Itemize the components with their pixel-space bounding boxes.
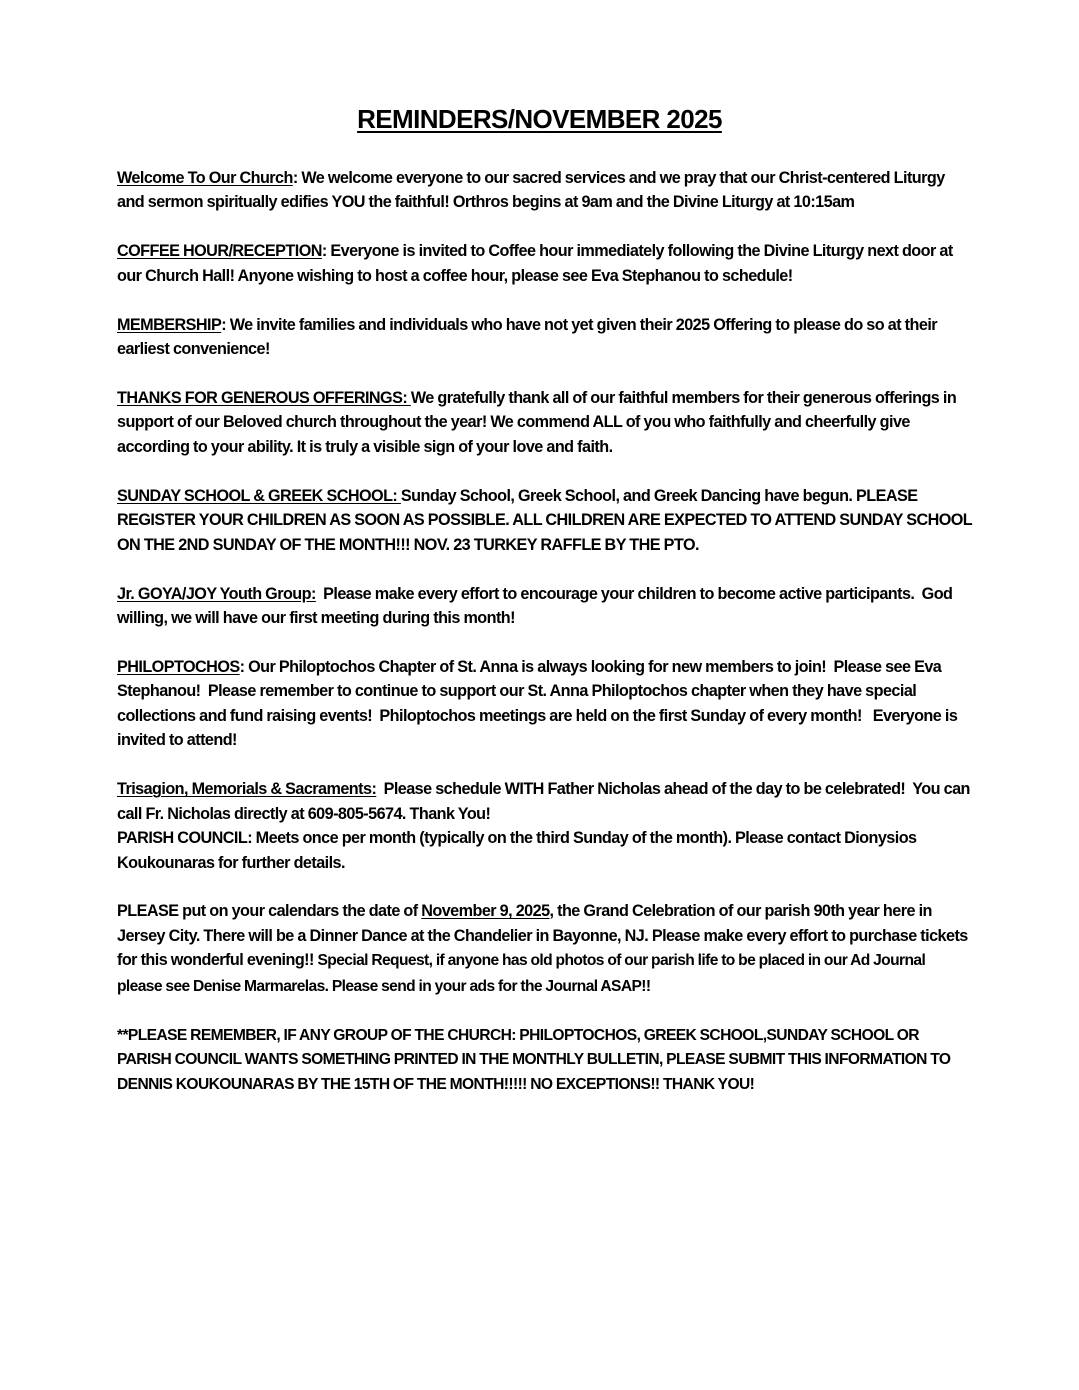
section-heading: PHILOPTOCHOS [117,657,240,676]
celebration-date: November 9, 2025 [421,902,550,921]
section-sunday-school [117,484,973,557]
heading-separator: : [321,242,327,261]
section-welcome [117,166,973,215]
page-title [0,104,1079,135]
section-celebration [117,899,973,999]
section-heading: MEMBERSHIP [117,315,222,334]
section-text: Please make every effort to encourage your children to become active participants. God willing, we will have our first meeting during this month! [117,584,957,628]
section-coffee-hour [117,239,973,288]
section-text: Sunday School, Greek School, and Greek Dancing have begun. PLEASE REGISTER YOUR CHILDREN AS SOON AS POSSIBLE. ALL CHILDREN ARE EXPECTED TO ATTEND SUNDAY SCHOOL ON THE 2ND SUNDAY OF THE MONTH!!! NOV. 23 TURKEY RAFFLE BY THE PTO. [117,486,972,554]
section-heading: Trisagion, Memorials & Sacraments: [117,780,377,799]
section-text: PLEASE put on your calendars the date of [117,902,422,921]
section-youth-group [117,582,973,631]
section-thanks [117,386,973,459]
title-text: REMINDERS/NOVEMBER 2025 [357,104,722,134]
section-text: PARISH COUNCIL: Meets once per month (typically on the third Sunday of the month). Please contact Dionysios Koukounaras for further details. [117,829,917,872]
section-trisagion [117,777,973,826]
section-parish-council [117,826,973,875]
heading-separator: : [292,169,298,187]
section-heading: Jr. GOYA/JOY Youth Group: [117,584,316,603]
section-heading: SUNDAY SCHOOL & GREEK SCHOOL: [117,486,401,505]
section-text: Please schedule WITH Father Nicholas ahead of the day to be celebrated! You can call Fr. Nicholas directly at 609-805-5674. Thank You! [117,780,974,823]
section-text: Everyone is invited to Coffee hour immediately following the Divine Liturgy next door at our Church Hall! Anyone wishing to host a coffee hour, please see Eva Stephanou to schedule! [117,242,953,285]
section-text: , the Grand Celebration of our parish 90th year here in Jersey City. There will be a Dinner Dance at the Chandelier in Bayonne, NJ. Please make every effort to purchase tickets for this wonderful evening!! [117,902,968,970]
section-bulletin-reminder [117,1024,973,1097]
section-philoptochos [117,655,973,753]
section-text: We invite families and individuals who have not yet given their 2025 Offering to please do so at their earliest convenience! [117,315,938,359]
section-text: We gratefully thank all of our faithful members for their generous offerings in support of our Beloved church throughout the year! We commend ALL of you who faithfully and cheerfully give according to your ability. It is truly a visible sign of your love and faith. [117,389,957,456]
special-request-text: Special Request, if anyone has old photos of our parish life to be placed in our Ad Journal please see Denise Marmarelas. Please send in your ads for the Journal ASAP!! [117,952,926,995]
section-heading: COFFEE HOUR/RECEPTION [117,242,322,261]
section-heading: Welcome To Our Church [117,169,293,187]
section-heading: THANKS FOR GENEROUS OFFERINGS: [117,389,411,408]
heading-separator: : [239,657,245,676]
heading-separator: : [221,315,227,334]
section-text: We welcome everyone to our sacred services and we pray that our Christ-centered Liturgy and sermon spiritually edifies YOU the faithful! Orthros begins at 9am and the Divine Liturgy at 10:15am [117,169,945,212]
section-text: **PLEASE REMEMBER, IF ANY GROUP OF THE CHURCH: PHILOPTOCHOS, GREEK SCHOOL,SUNDAY SCHOOL OR PARISH COUNCIL WANTS SOMETHING PRINTED IN THE MONTHLY BULLETIN, PLEASE SUBMIT THIS INFORMATION TO DENNIS KOUKOUNARAS BY THE 15TH OF THE MONTH!!!!! NO EXCEPTIONS!! THANK YOU! [117,1026,951,1093]
section-membership [117,313,973,362]
document-body [117,166,973,1122]
section-text: Our Philoptochos Chapter of St. Anna is always looking for new members to join! Please see Eva Stephanou! Please remember to continue to support our St. Anna Philoptochos chapter when they have special collections and fund raising events! Philoptochos meetings are held on the first Sunday of every month! Everyone is invited to attend! [117,657,961,750]
